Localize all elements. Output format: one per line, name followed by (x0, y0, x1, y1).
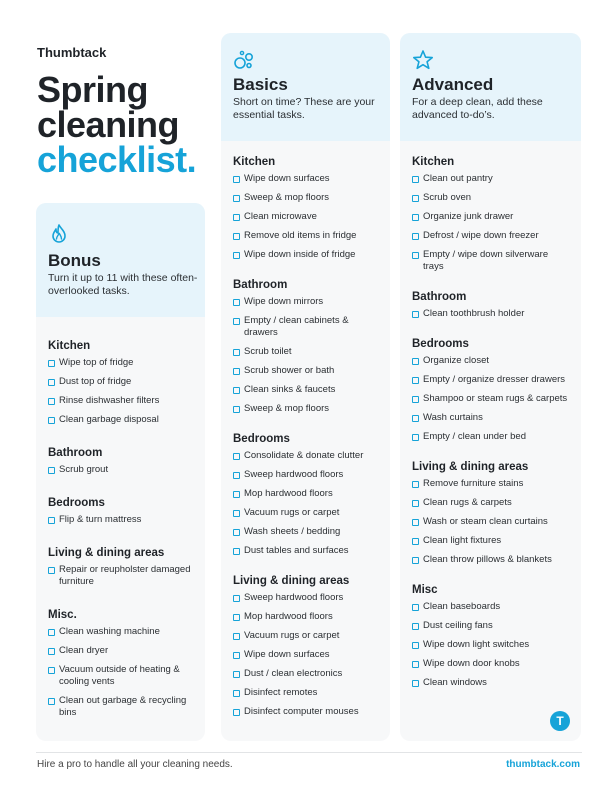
section-title: Bathroom (233, 279, 288, 291)
checklist-section (48, 546, 193, 588)
bonus-column (36, 203, 205, 741)
checklist-item[interactable]: Repair or reupholster damaged furniture (48, 564, 193, 588)
checklist-item[interactable]: Consolidate & donate clutter (233, 450, 378, 462)
advanced-subtitle: For a deep clean, add these advanced to-do’s. (412, 96, 543, 121)
basics-heading: Basics (233, 75, 288, 94)
section-title: Kitchen (412, 156, 455, 168)
advanced-sections (400, 155, 581, 689)
checklist-item[interactable]: Scrub shower or bath (233, 365, 378, 377)
advanced-column (400, 33, 581, 741)
checklist-section (412, 583, 569, 689)
checklist-item[interactable]: Remove old items in fridge (233, 230, 378, 242)
page-title: Spring cleaning checklist. (37, 69, 197, 180)
section-title: Bedrooms (233, 433, 290, 445)
checklist-item[interactable]: Clean sinks & faucets (233, 384, 378, 396)
checklist-item[interactable]: Dust / clean electronics (233, 668, 378, 680)
advanced-header (400, 33, 581, 141)
checklist-item[interactable]: Dust tables and surfaces (233, 545, 378, 557)
section-title: Living & dining areas (233, 575, 350, 587)
checklist-section (48, 446, 193, 476)
section-title: Kitchen (233, 156, 276, 168)
checklist-item[interactable]: Scrub toilet (233, 346, 378, 358)
basics-header (221, 33, 390, 141)
flame-icon (48, 223, 70, 245)
checklist-item[interactable]: Disinfect remotes (233, 687, 378, 699)
checklist-item[interactable]: Wipe down surfaces (233, 173, 378, 185)
checklist-item[interactable]: Scrub oven (412, 192, 569, 204)
checklist-item[interactable]: Empty / organize dresser drawers (412, 374, 569, 386)
checklist-item[interactable]: Vacuum rugs or carpet (233, 507, 378, 519)
advanced-heading: Advanced (412, 75, 494, 94)
checklist-item[interactable]: Disinfect computer mouses (233, 706, 378, 718)
section-title: Bedrooms (412, 338, 469, 350)
checklist-item[interactable]: Clean rugs & carpets (412, 497, 569, 509)
checklist-item[interactable]: Wipe top of fridge (48, 357, 193, 369)
footer-link[interactable]: thumbtack.com (506, 759, 580, 770)
section-title: Bedrooms (48, 497, 105, 509)
checklist-item[interactable]: Scrub grout (48, 464, 193, 476)
section-title: Bathroom (48, 447, 103, 459)
checklist-item[interactable]: Sweep hardwood floors (233, 592, 378, 604)
basics-sections (221, 155, 390, 718)
checklist-item[interactable]: Wash or steam clean curtains (412, 516, 569, 528)
checklist-section (48, 339, 193, 426)
checklist-item[interactable]: Empty / clean under bed (412, 431, 569, 443)
checklist (233, 296, 378, 415)
checklist-item[interactable]: Sweep & mop floors (233, 403, 378, 415)
checklist-item[interactable]: Wipe down surfaces (233, 649, 378, 661)
checklist (48, 514, 193, 526)
checklist-item[interactable]: Mop hardwood floors (233, 611, 378, 623)
bonus-heading: Bonus (48, 251, 101, 270)
checklist-item[interactable]: Defrost / wipe down freezer (412, 230, 569, 242)
checklist-section (412, 290, 569, 320)
checklist (412, 601, 569, 689)
checklist-item[interactable]: Wash sheets / bedding (233, 526, 378, 538)
bubbles-icon (233, 49, 255, 71)
section-title: Living & dining areas (48, 547, 165, 559)
checklist (233, 592, 378, 718)
checklist (412, 308, 569, 320)
checklist-item[interactable]: Wipe down light switches (412, 639, 569, 651)
footer-divider (36, 752, 582, 753)
checklist (412, 173, 569, 273)
checklist-item[interactable]: Sweep & mop floors (233, 192, 378, 204)
checklist-item[interactable]: Clean baseboards (412, 601, 569, 613)
checklist-section (48, 608, 193, 719)
checklist (412, 355, 569, 443)
checklist-item[interactable]: Wipe down door knobs (412, 658, 569, 670)
checklist-item[interactable]: Clean toothbrush holder (412, 308, 569, 320)
bonus-sections (36, 339, 205, 719)
star-icon (412, 49, 434, 71)
checklist-item[interactable]: Clean out garbage & recycling bins (48, 695, 193, 719)
checklist-section (412, 155, 569, 273)
bonus-subtitle: Turn it up to 11 with these often-overlooked tasks. (48, 272, 198, 297)
checklist (48, 357, 193, 426)
checklist-item[interactable]: Wipe down mirrors (233, 296, 378, 308)
checklist-item[interactable]: Organize closet (412, 355, 569, 367)
section-title: Kitchen (48, 340, 91, 352)
checklist (233, 173, 378, 261)
checklist-item[interactable]: Wash curtains (412, 412, 569, 424)
checklist-section (233, 155, 378, 261)
checklist (48, 464, 193, 476)
checklist-item[interactable]: Mop hardwood floors (233, 488, 378, 500)
checklist-item[interactable]: Flip & turn mattress (48, 514, 193, 526)
checklist-section (233, 432, 378, 557)
checklist-section (233, 574, 378, 718)
checklist (233, 450, 378, 557)
checklist-item[interactable]: Clean light fixtures (412, 535, 569, 547)
section-title: Misc. (48, 609, 77, 621)
basics-subtitle: Short on time? These are your essential tasks. (233, 96, 375, 121)
checklist (48, 564, 193, 588)
section-title: Misc (412, 584, 438, 596)
checklist-item[interactable]: Clean microwave (233, 211, 378, 223)
footer-tagline: Hire a pro to handle all your cleaning needs. (37, 759, 233, 770)
checklist-item[interactable]: Rinse dishwasher filters (48, 395, 193, 407)
checklist-item[interactable]: Vacuum outside of heating & cooling vents (48, 664, 193, 688)
checklist-item[interactable]: Vacuum rugs or carpet (233, 630, 378, 642)
checklist-item[interactable]: Clean dryer (48, 645, 193, 657)
checklist-section (233, 278, 378, 415)
checklist-item[interactable]: Sweep hardwood floors (233, 469, 378, 481)
checklist-item[interactable]: Clean garbage disposal (48, 414, 193, 426)
bonus-header (36, 203, 205, 317)
checklist-item[interactable]: Clean out pantry (412, 173, 569, 185)
checklist-item[interactable]: Clean throw pillows & blankets (412, 554, 569, 566)
brand-logo: Thumbtack (37, 45, 107, 60)
checklist-section (412, 337, 569, 443)
checklist-section (412, 460, 569, 566)
checklist-item[interactable]: Clean windows (412, 677, 569, 689)
thumbtack-logo-icon: T (550, 711, 570, 731)
checklist-section (48, 496, 193, 526)
section-title: Living & dining areas (412, 461, 529, 473)
checklist-item[interactable]: Organize junk drawer (412, 211, 569, 223)
checklist-item[interactable]: Empty / clean cabinets & drawers (233, 315, 378, 339)
checklist-item[interactable]: Clean washing machine (48, 626, 193, 638)
checklist-item[interactable]: Dust top of fridge (48, 376, 193, 388)
checklist-item[interactable]: Dust ceiling fans (412, 620, 569, 632)
checklist (48, 626, 193, 719)
section-title: Bathroom (412, 291, 467, 303)
checklist-item[interactable]: Wipe down inside of fridge (233, 249, 378, 261)
checklist-item[interactable]: Shampoo or steam rugs & carpets (412, 393, 569, 405)
basics-column (221, 33, 390, 741)
checklist-item[interactable]: Remove furniture stains (412, 478, 569, 490)
checklist-item[interactable]: Empty / wipe down silverware trays (412, 249, 569, 273)
checklist (412, 478, 569, 566)
